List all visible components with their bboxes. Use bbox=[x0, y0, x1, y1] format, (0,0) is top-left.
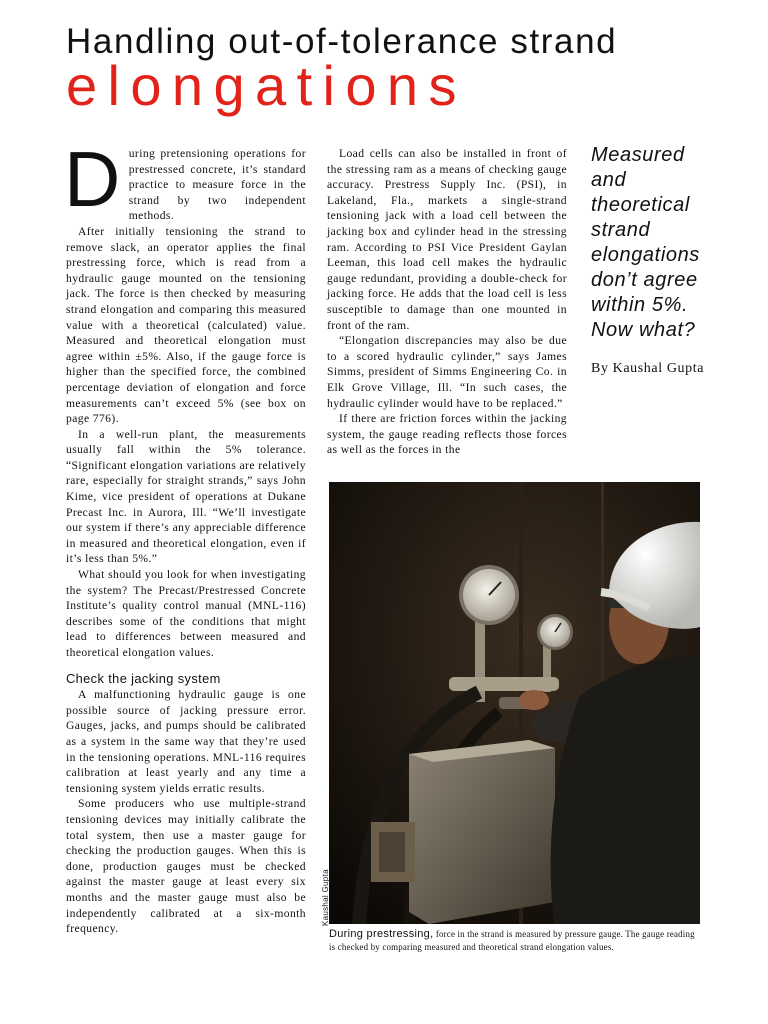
drop-cap: D bbox=[64, 135, 121, 223]
paragraph: If there are friction forces within the jacking system, the gauge reading reflects those forces as well as the forces in the bbox=[327, 412, 567, 457]
headline-line-2: elongations bbox=[66, 54, 467, 117]
paragraph-intro-text: uring pretensioning operations for prestressed concrete, it’s standard practice to measure force in the strand by two independent methods. bbox=[128, 147, 306, 223]
caption-text: force in the strand is measured by pressure gauge. The gauge reading is checked by comparing measured and theoretical strand elongation values. bbox=[329, 929, 695, 952]
paragraph: Some producers who use multiple-strand tensioning devices may initially calibrate the total system, then use a master gauge for checking the production gauges. When this is done, production gauges must be checked against the master gauge at least every six months and the master gauge must also be independently calibrated at a six-month frequency. bbox=[66, 797, 306, 936]
photo-caption bbox=[329, 928, 701, 953]
paragraph-intro bbox=[64, 135, 306, 224]
article-column-2 bbox=[327, 146, 567, 458]
paragraph: What should you look for when investigating the system? The Precast/Prestressed Concrete Institute’s quality control manual (MNL-116) describes some of the conditions that might lead to differences between measured and theoretical elongation values. bbox=[66, 568, 306, 659]
caption-lead: During prestressing, bbox=[329, 928, 434, 940]
byline: By Kaushal Gupta bbox=[591, 361, 705, 376]
paragraph: In a well-run plant, the measurements usually fall within the 5% tolerance. “Significant elongation variations are relatively rare, especially for straight strands,” says John Kime, vice president of operations at Dukane Precast Inc. in Aurora, Ill. “We’ll investigate our system if there’s any appreciable difference in measured and theoretical elongation, even if it’s less than 5%.” bbox=[66, 427, 306, 566]
article-deck: Measured and theoretical strand elongations don’t agree within 5%. Now what? bbox=[591, 144, 700, 341]
article-column-1 bbox=[64, 135, 306, 937]
headline-line-1: Handling out-of-tolerance strand bbox=[66, 22, 618, 61]
article-photo bbox=[329, 482, 700, 924]
photo-illustration bbox=[329, 482, 700, 924]
photo-credit: Kaushal Gupta bbox=[321, 869, 330, 926]
paragraph: Load cells can also be installed in front of the stressing ram as a means of checking gauge accuracy. Prestress Supply Inc. (PSI), in Lakeland, Fla., markets a single-strand tensioning jack with a load cell between the jacking box and cylinder head in the stressing ram. According to PSI Vice President Gaylan Leeman, this load cell makes the hydraulic gauge redundant, providing a double-check for jacking force. He adds that the load cell is less susceptible to damage than one mounted in front of the ram. bbox=[327, 147, 567, 332]
paragraph: A malfunctioning hydraulic gauge is one possible source of jacking pressure error. Gauges, jacks, and pumps should be calibrated as a system in the same way that they’re used in the tensioning operations. MNL-116 requires calibration at least yearly and any time a tensioning system yields erratic results. bbox=[66, 688, 306, 795]
paragraph: “Elongation discrepancies may also be due to a scored hydraulic cylinder,” says James Simms, president of Simms Engineering Co. in Elk Grove Village, Ill. “In such cases, the hydraulic cylinder would have to be replaced.” bbox=[327, 334, 567, 410]
paragraph: After initially tensioning the strand to remove slack, an operator applies the final prestressing force, which is read from a hydraulic gauge mounted on the tensioning jack. The force is then checked by measuring strand elongation and comparing this measured value with a theoretical (calculated) value. Measured and theoretical elongation must agree within ±5%. Also, if the gauge force is higher than the specified force, the combined percentage deviation of elongation and force measurements can’t exceed 5% (see box on page 776). bbox=[66, 224, 306, 426]
section-subhead: Check the jacking system bbox=[66, 670, 221, 686]
